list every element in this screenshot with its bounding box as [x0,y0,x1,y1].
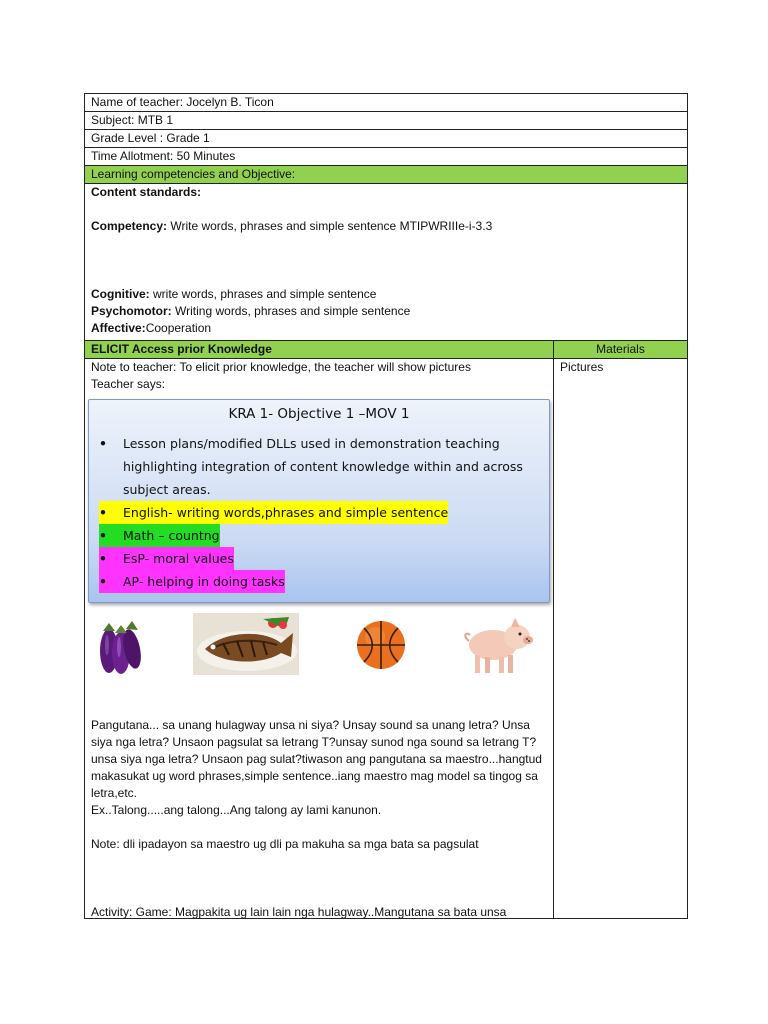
grade-level: Grade Level : Grade 1 [85,130,687,148]
teacher-name: Name of teacher: Jocelyn B. Ticon [85,94,687,112]
lesson-plan-table [84,93,688,919]
ball-icon [355,619,407,671]
cognitive-line [91,286,681,303]
kra-item-text: English- writing words,phrases and simple sentence [123,501,448,524]
cognitive-text: write words, phrases and simple sentence [149,287,377,301]
elicit-header-row [85,341,687,359]
kra-item [99,501,549,524]
content-standards-label: Content standards: [91,185,202,199]
kra-list [89,432,549,593]
picture-row [85,613,553,697]
time-allotment: Time Allotment: 50 Minutes [85,148,687,166]
note-line: Note: dli ipadayon sa maestro ug dli pa makuha sa mga bata sa pagsulat [91,837,479,851]
competency-line [91,218,681,235]
bullet-icon: • [99,501,123,524]
materials-value: Pictures [560,360,604,374]
psychomotor-text: Writing words, phrases and simple sentence [171,304,411,318]
kra-item [99,547,549,570]
example-line: Ex..Talong.....ang talong...Ang talong ay lami kanunon. [91,803,382,817]
kra-item-text: AP- helping in doing tasks [123,570,285,593]
question-paragraph: Pangutana... sa unang hulagway unsa ni siya? Unsay sound sa unang letra? Unsa siya nga letra? Unsaon pagsulat sa letrang T?unsay sunod nga sound sa letrang T? unsa siya nga letra? Unsaon pag sulat?tiwason ang pangutana sa maestro...hangtud makasukat ug word phrases,simple sentence..iang maestro mag model sa tingog sa letra,etc. [91,718,542,800]
psychomotor-line [91,303,681,320]
competency-text: Write words, phrases and simple sentence MTIPWRIIIe-i-3.3 [167,219,493,233]
kra-item-text: Math – countng [123,524,220,547]
subject: Subject: MTB 1 [85,112,687,130]
kra-item [99,570,549,593]
competency-label: Competency: [91,219,168,233]
elicit-content [85,359,554,918]
affective-line [91,320,681,337]
objectives-section [85,184,687,341]
kra-item-text: EsP- moral values [123,547,234,570]
bullet-icon: • [99,547,123,570]
kra-title: KRA 1- Objective 1 –MOV 1 [228,406,410,422]
kra-item [99,432,549,501]
affective-text: Cooperation [145,321,212,335]
teacher-note: Note to teacher: To elicit prior knowledge, the teacher will show pictures [91,360,471,374]
kra-item [99,524,549,547]
bullet-icon: • [99,436,107,451]
pig-icon [463,615,535,677]
psychomotor-label: Psychomotor: [91,304,172,318]
kra-callout-box [88,399,550,603]
bullet-icon: • [99,570,123,593]
eggplant-icon [95,619,145,675]
cognitive-label: Cognitive: [91,287,150,301]
objectives-heading: Learning competencies and Objective: [85,166,687,184]
kra-item-text: Lesson plans/modified DLLs used in demonstration teaching highlighting integration of content knowledge within and across subject areas. [123,436,523,497]
materials-heading: Materials [596,342,645,356]
teacher-says: Teacher says: [91,377,166,391]
fish-icon [193,613,299,675]
affective-label: Affective: [91,321,146,335]
elicit-body-row [85,359,687,918]
activity-line: Activity: Game: Magpakita ug lain lain nga hulagway..Mangutana sa bata unsa [91,905,507,919]
bullet-icon: • [99,524,123,547]
elicit-heading: ELICIT Access prior Knowledge [85,341,554,358]
